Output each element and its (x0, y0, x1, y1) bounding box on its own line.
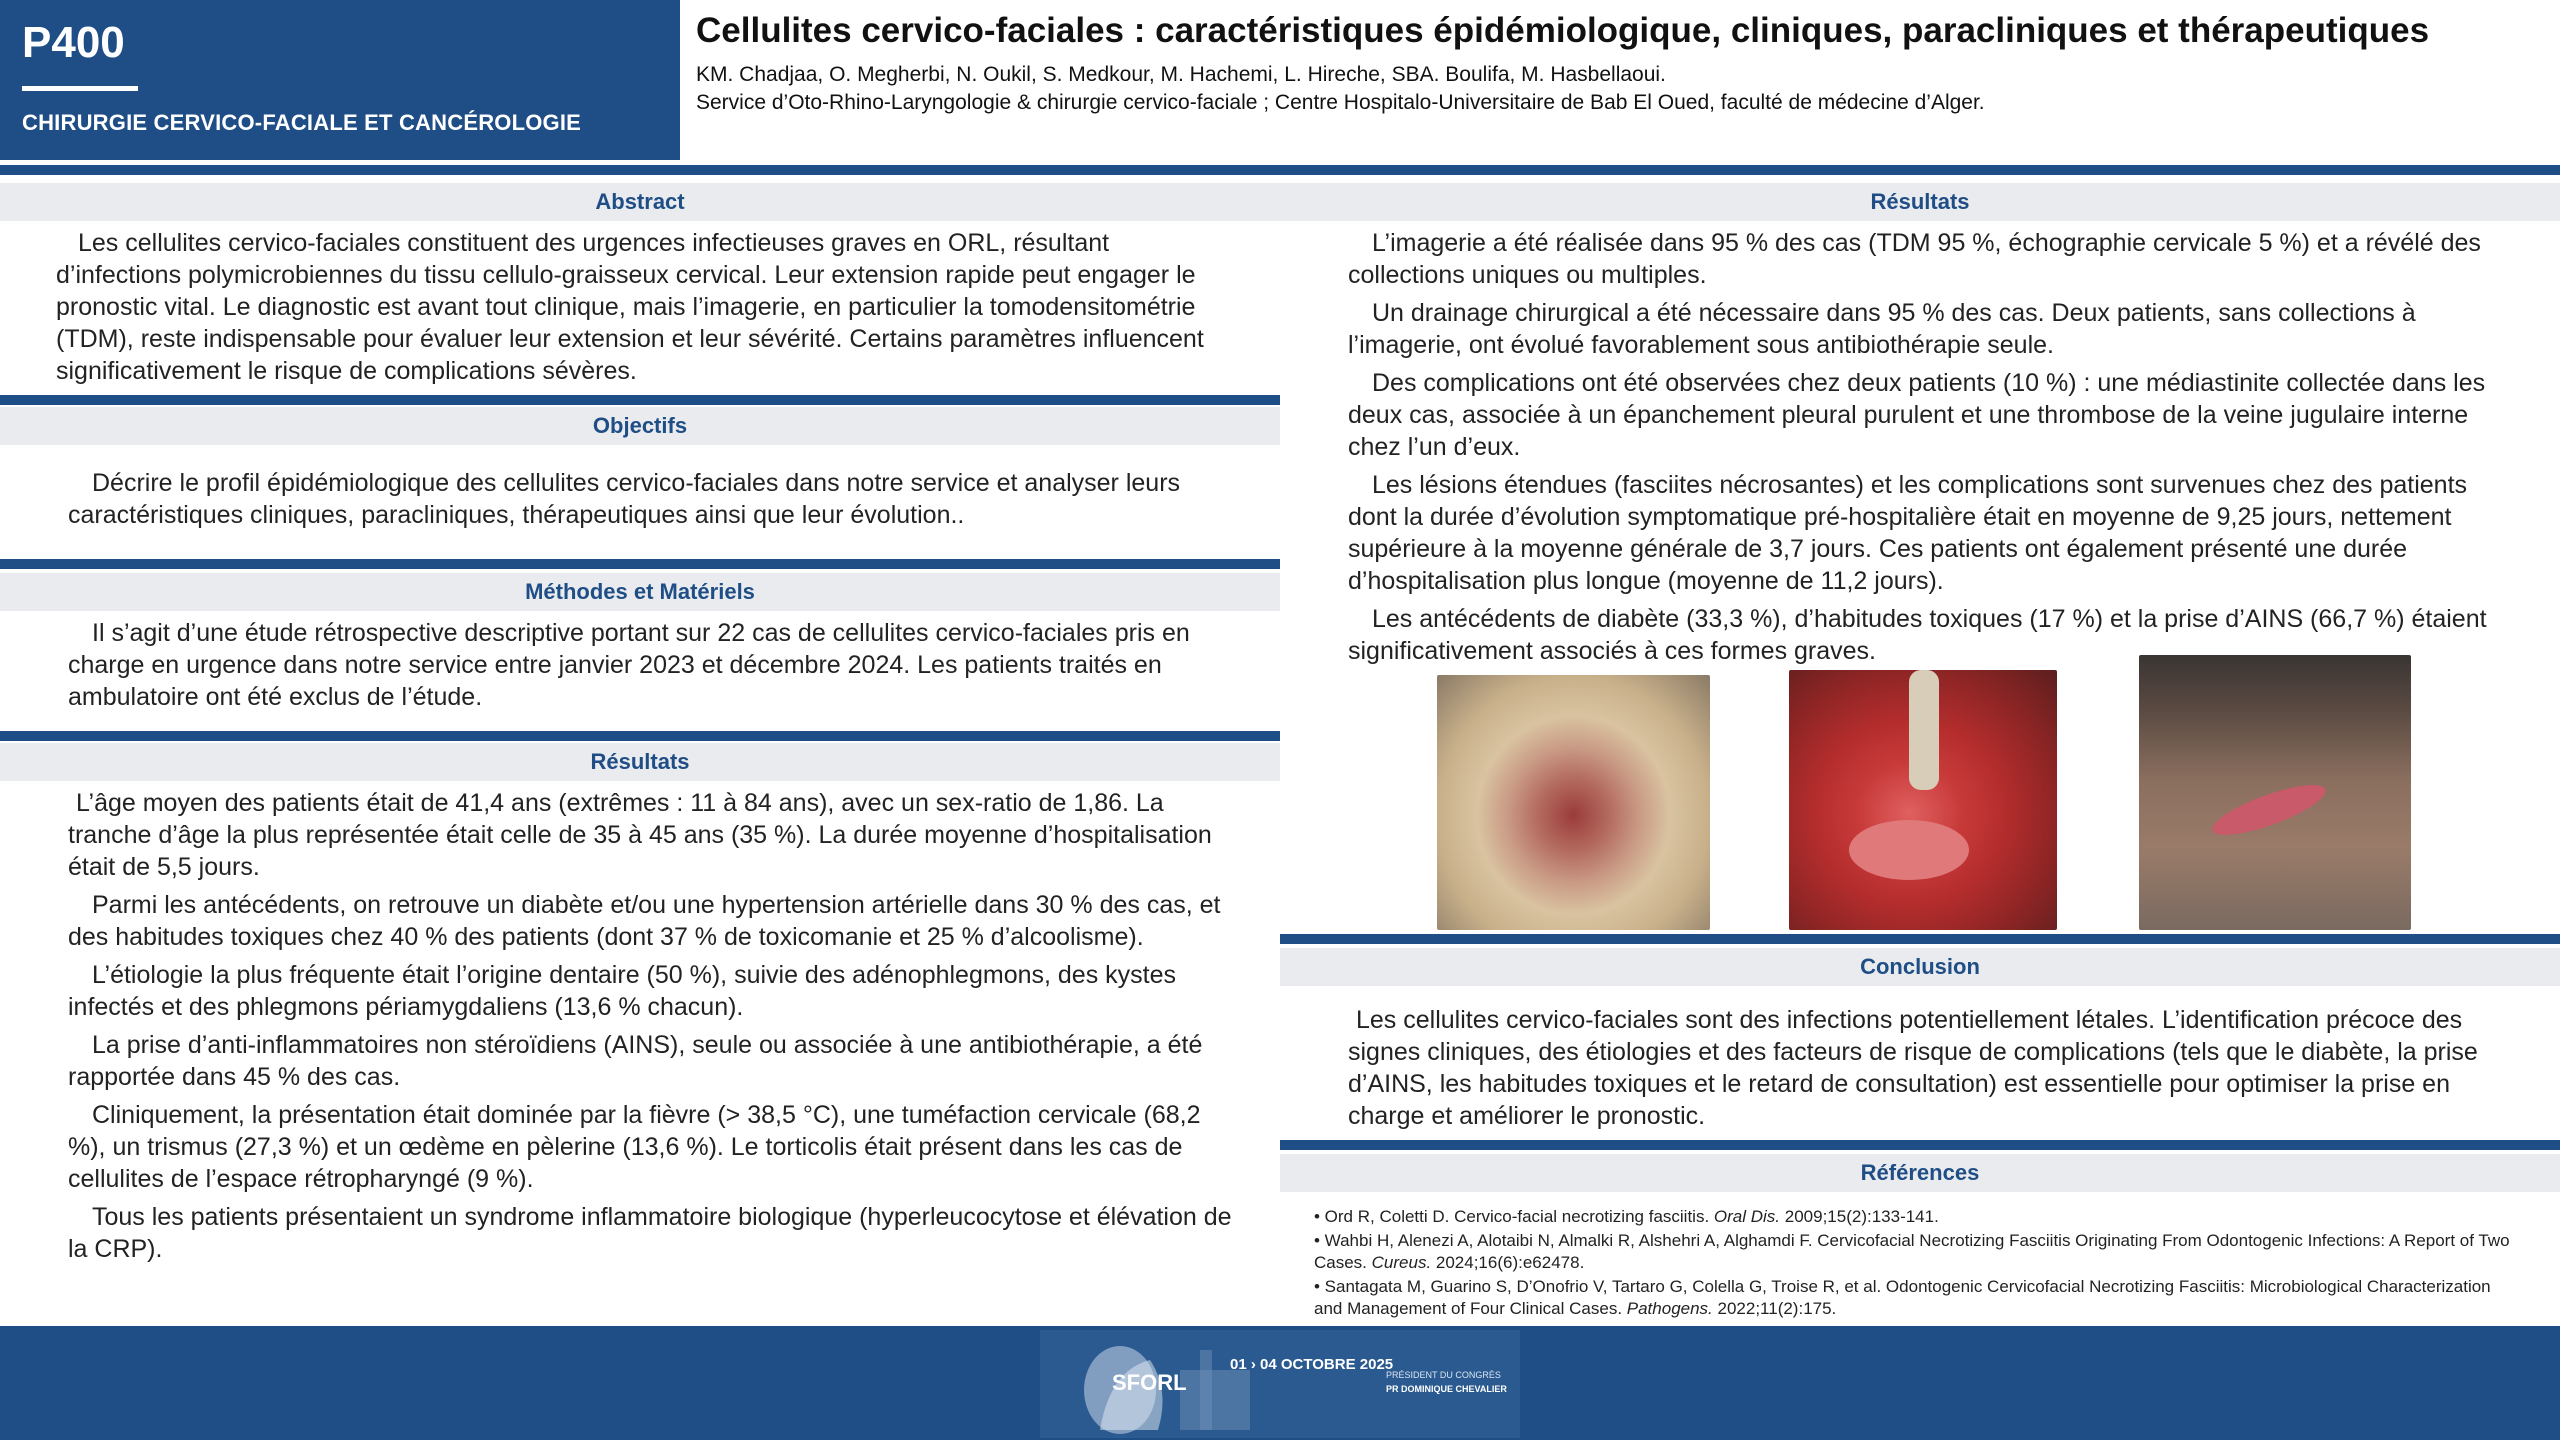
department-label: CHIRURGIE CERVICO-FACIALE ET CANCÉROLOGIE (22, 110, 582, 135)
section-divider (0, 731, 1280, 741)
authors: KM. Chadjaa, O. Megherbi, N. Oukil, S. Medkour, M. Hachemi, L. Hireche, SBA. Boulifa, M. Hasbellaoui. (696, 63, 1666, 86)
objectifs-heading: Objectifs (0, 407, 1280, 445)
result-paragraph: Des complications ont été observées chez deux patients (10 %) : une médiastinite collectée dans les deux cas, associée à un épanchement pleural purulent et une thrombose de la veine jugulaire interne chez l’un d’eux. (1348, 369, 2486, 461)
section-divider (0, 559, 1280, 569)
title-block (696, 8, 2546, 117)
result-paragraph: Cliniquement, la présentation était dominée par la fièvre (> 38,5 °C), une tuméfaction cervicale (68,2 %), un trismus (27,3 %) et un œdème en pèlerine (13,6 %). Le torticolis était présent dans les cas de cellulites de l’espace rétropharyngé (9 %). (68, 1101, 1201, 1193)
conclusion-section (1280, 986, 2560, 1140)
surgical-instrument (1909, 670, 1939, 790)
result-paragraph: Tous les patients présentaient un syndrome inflammatoire biologique (hyperleucocytose et élévation de la CRP). (68, 1203, 1232, 1263)
objectifs-section (0, 445, 1280, 559)
result-paragraph: Les antécédents de diabète (33,3 %), d’habitudes toxiques (17 %) et la prise d’AINS (66,7 %) étaient significativement associés à ces formes graves. (1348, 605, 2487, 665)
reference-item: • Santagata M, Guarino S, D’Onofrio V, Tartaro G, Colella G, Troise R, et al. Odontogenic Cervicofacial Necrotizing Fasciitis: Microbiological Characterization and Management of Four Clinical Cases. Pathogens. 2022;11(2):175. (1314, 1277, 2491, 1318)
result-paragraph: L’âge moyen des patients était de 41,4 ans (extrêmes : 11 à 84 ans), avec un sex-ratio de 1,86. La tranche d’âge la plus représentée était celle de 35 à 45 ans (35 %). La durée moyenne d’hospitalisation était de 5,5 jours. (68, 789, 1212, 881)
congress-banner (1040, 1330, 1520, 1438)
resultats-right-section (1280, 221, 2560, 667)
clinical-photo-neck-lesion (1437, 675, 1710, 930)
resultats-left-section (0, 781, 1280, 1265)
references-heading: Références (1280, 1154, 2560, 1192)
conclusion-block (1280, 934, 2560, 1322)
result-paragraph: La prise d’anti-inflammatoires non stéroïdiens (AINS), seule ou associée à une antibiothérapie, a été rapportée dans 45 % des cas. (68, 1031, 1203, 1091)
poster-title: Cellulites cervico-faciales : caractéristiques épidémiologique, cliniques, paracliniques et thérapeutiques (696, 11, 2430, 50)
badge-divider (22, 86, 138, 91)
resultats-heading-left: Résultats (0, 743, 1280, 781)
congress-name: SFORL (1112, 1370, 1187, 1395)
clinical-photo-neck-scar (2139, 655, 2411, 930)
section-divider (0, 395, 1280, 405)
conclusion-heading: Conclusion (1280, 948, 2560, 986)
poster-code: P400 (22, 18, 125, 67)
scar (2207, 775, 2330, 844)
objectifs-text: Décrire le profil épidémiologique des cellulites cervico-faciales dans notre service et analyser leurs caractéristiques cliniques, paracliniques, thérapeutiques ainsi que leur évolution.. (68, 469, 1181, 529)
result-paragraph: Parmi les antécédents, on retrouve un diabète et/ou une hypertension artérielle dans 30 % des cas, et des habitudes toxiques chez 40 % des patients (dont 37 % de toxicomanie et 25 % d’alcoolisme). (68, 891, 1221, 951)
resultats-heading-right: Résultats (1280, 183, 2560, 221)
conclusion-text: Les cellulites cervico-faciales sont des infections potentiellement létales. L’identification précoce des signes cliniques, des étiologies et des facteurs de risque de complications (tels que le diabète, la prise d’AINS, les habitudes toxiques et le retard de consultation) est essentielle pour optimiser la prise en charge et améliorer le pronostic. (1348, 1006, 2478, 1130)
result-paragraph: Un drainage chirurgical a été nécessaire dans 95 % des cas. Deux patients, sans collections à l’imagerie, ont évolué favorablement sous antibiothérapie seule. (1348, 299, 2416, 359)
right-column (1280, 175, 2560, 673)
president-name: PR DOMINIQUE CHEVALIER (1386, 1384, 1507, 1394)
poster-badge (0, 0, 680, 160)
section-divider (1280, 934, 2560, 944)
result-paragraph: L’étiologie la plus fréquente était l’origine dentaire (50 %), suivie des adénophlegmons, des kystes infectés et des phlegmons périamygdaliens (13,6 % chacun). (68, 961, 1176, 1021)
president-label: PRÉSIDENT DU CONGRÈS (1386, 1370, 1501, 1380)
clinical-photo-surgical-drainage (1789, 670, 2057, 930)
section-divider (1280, 1140, 2560, 1150)
left-column (0, 175, 1280, 1271)
clinical-images (1437, 655, 2417, 930)
reference-item: • Wahbi H, Alenezi A, Alotaibi N, Almalki R, Alshehri A, Alghamdi F. Cervicofacial Necrotizing Fasciitis Originating From Odontogenic Infections: A Report of Two Cases. Cureus. 2024;16(6):e62478. (1314, 1231, 2510, 1272)
references-list (1280, 1192, 2560, 1320)
affiliation: Service d’Oto-Rhino-Laryngologie & chirurgie cervico-faciale ; Centre Hospitalo-Universitaire de Bab El Oued, faculté de médecine d’Alger. (696, 91, 1985, 114)
wound (1849, 820, 1969, 880)
reference-item: • Ord R, Coletti D. Cervico-facial necrotizing fasciitis. Oral Dis. 2009;15(2):133-141. (1314, 1207, 1939, 1226)
header-divider (0, 165, 2560, 175)
methodes-heading: Méthodes et Matériels (0, 573, 1280, 611)
poster-header (0, 0, 2560, 160)
methodes-text: Il s’agit d’une étude rétrospective descriptive portant sur 22 cas de cellulites cervico-faciales pris en charge en urgence dans notre service entre janvier 2023 et décembre 2024. Les patients traités en ambulatoire ont été exclus de l’étude. (68, 619, 1190, 711)
abstract-heading: Abstract (0, 183, 1280, 221)
abstract-section (0, 221, 1280, 385)
congress-dates: 01 › 04 OCTOBRE 2025 (1230, 1356, 1394, 1373)
abstract-text: Les cellulites cervico-faciales constituent des urgences infectieuses graves en ORL, résultant d’infections polymicrobiennes du tissu cellulo-graisseux cervical. Leur extension rapide peut engager le pronostic vital. Le diagnostic est avant tout clinique, mais l’imagerie, en particulier la tomodensitométrie (TDM), reste indispensable pour évaluer leur extension et leur sévérité. Certains paramètres influencent significativement le risque de complications sévères. (56, 229, 1204, 385)
result-paragraph: Les lésions étendues (fasciites nécrosantes) et les complications sont survenues chez des patients dont la durée d’évolution symptomatique pré-hospitalière était en moyenne de 9,25 jours, nettement supérieure à la moyenne générale de 3,7 jours. Ces patients ont également présenté une durée d’hospitalisation plus longue (moyenne de 11,2 jours). (1348, 471, 2468, 595)
result-paragraph: L’imagerie a été réalisée dans 95 % des cas (TDM 95 %, échographie cervicale 5 %) et a révélé des collections uniques ou multiples. (1348, 229, 2481, 289)
methodes-section (0, 611, 1280, 731)
